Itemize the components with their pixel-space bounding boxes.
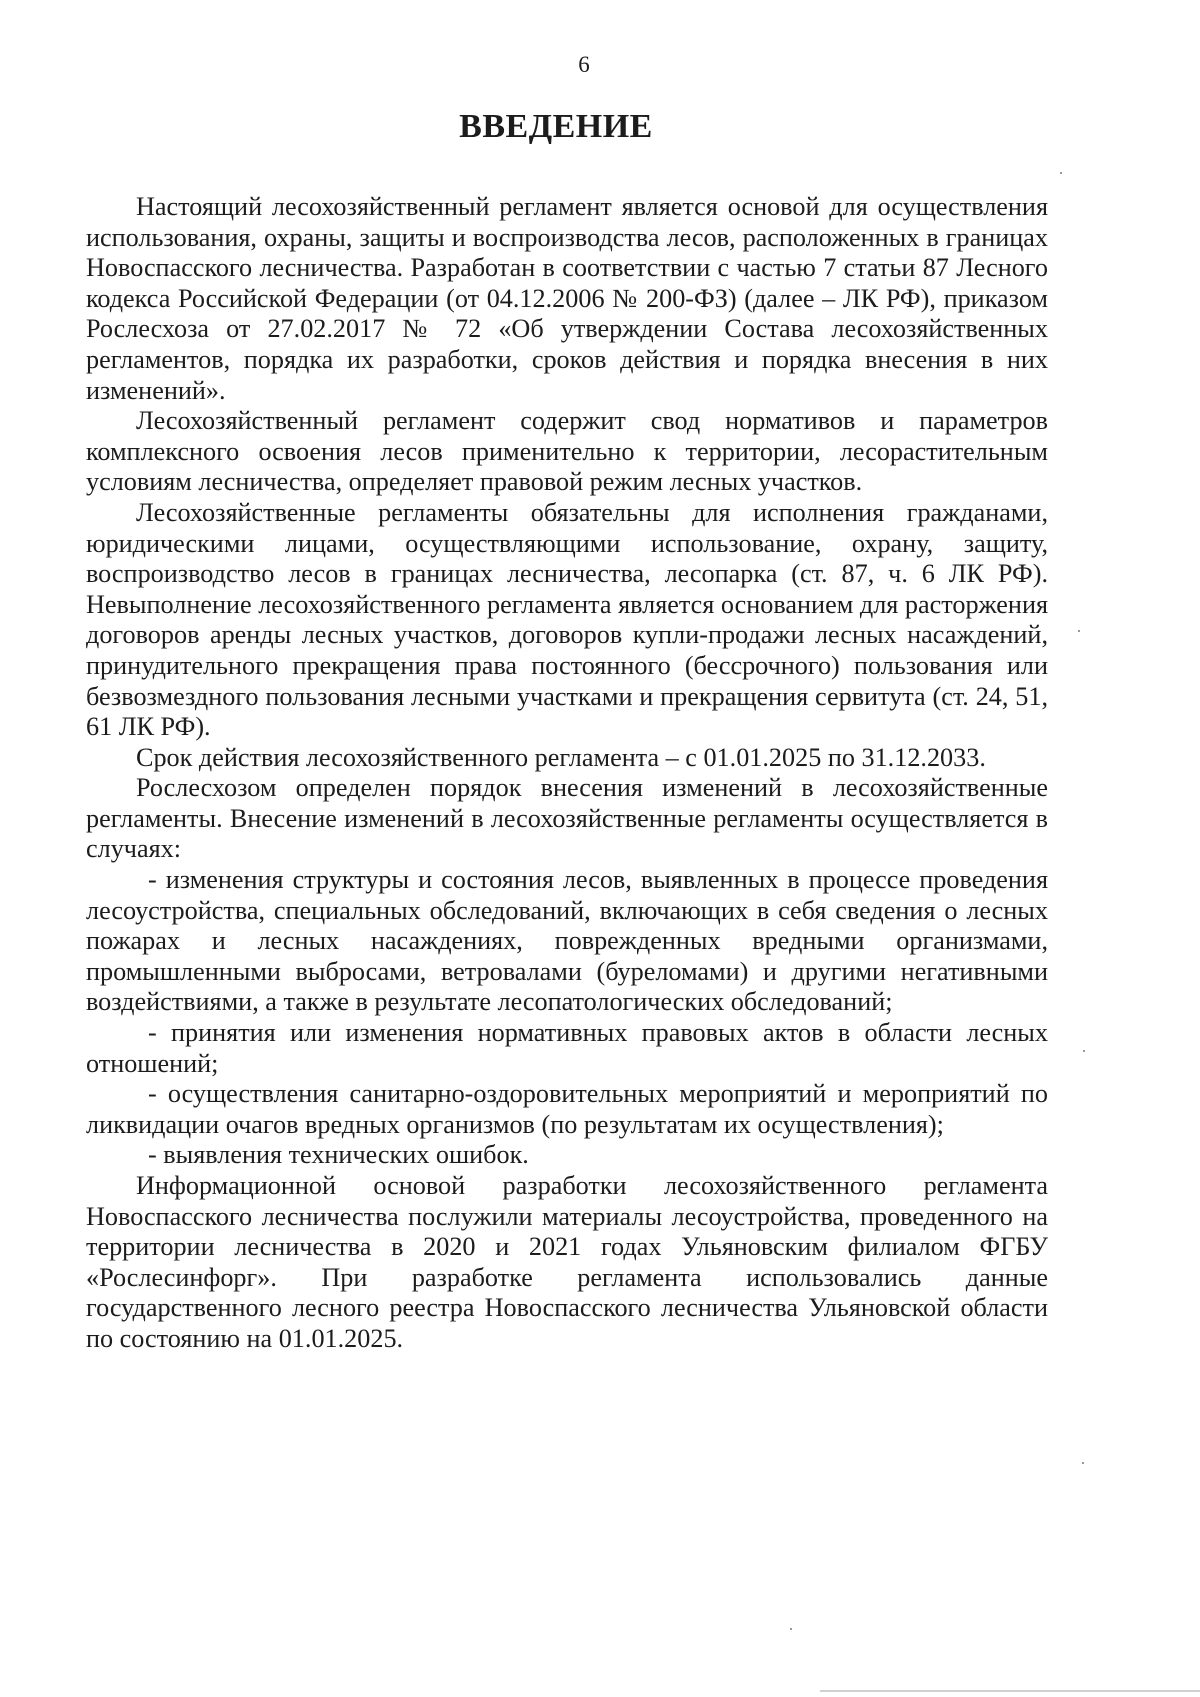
paragraph-obligations: Лесохозяйственные регламенты обязательны для исполнения гражданами, юридическими лицами, осуществляющими использование, охрану, защиту, воспроизводство лесов в границах лесничества, лесопарка (ст. 87, ч. 6 ЛК РФ). Невыполнение лесохозяйственного регламента является основанием для расторжения договоров аренды лесных участков, договоров купли-продажи лесных насаждений, принудительного прекращения права постоянного (бессрочного) пользования или безвозмездного пользования лесными участками и прекращения сервитута (ст. 24, 51, 61 ЛК РФ). xyxy=(86,497,1048,742)
list-item-legal-acts: - принятия или изменения нормативных правовых актов в области лесных отношений; xyxy=(86,1018,1048,1078)
section-heading: ВВЕДЕНИЕ xyxy=(459,108,653,145)
list-item-sanitary-measures: - осуществления санитарно-оздоровительных мероприятий и мероприятий по ликвидации очагов вредных организмов (по результатам их осуществления); xyxy=(86,1079,1048,1139)
scan-speck xyxy=(790,1628,792,1630)
page-number: 6 xyxy=(578,52,590,77)
paragraph-information-basis: Информационной основой разработки лесохозяйственного регламента Новоспасского лесничества послужили материалы лесоустройства, проведенного на территории лесничества в 2020 и 2021 годах Ульяновским филиалом ФГБУ «Рослесинфорг». При разработке регламента использовались данные государственного лесного реестра Новоспасского лесничества Ульяновской области по состоянию на 01.01.2025. xyxy=(86,1171,1048,1353)
amendment-cases-list xyxy=(86,865,1048,1171)
paragraph-amendment-procedure: Рослесхозом определен порядок внесения изменений в лесохозяйственные регламенты. Внесение изменений в лесохозяйственные регламенты осуществляется в случаях: xyxy=(86,773,1048,864)
document-body xyxy=(86,192,1048,1355)
scan-speck xyxy=(1060,172,1062,174)
scan-speck xyxy=(1082,1462,1084,1464)
list-item-forest-changes: - изменения структуры и состояния лесов, выявленных в процессе проведения лесоустройства, специальных обследований, включающих в себя сведения о лесных пожарах и лесных насаждениях, поврежденных вредными организмами, промышленными выбросами, ветровалами (буреломами) и другими негативными воздействиями, а также в результате лесопатологических обследований; xyxy=(86,865,1048,1017)
scan-speck xyxy=(1078,630,1080,632)
paragraph-intro: Настоящий лесохозяйственный регламент является основой для осуществления использования, охраны, защиты и воспроизводства лесов, расположенных в границах Новоспасского лесничества. Разработан в соответствии с частью 7 статьи 87 Лесного кодекса Российской Федерации (от 04.12.2006 № 200-ФЗ) (далее – ЛК РФ), приказом Рослесхоза от 27.02.2017 № 72 «Об утверждении Состава лесохозяйственных регламентов, порядка их разработки, сроков действия и порядка внесения в них изменений». xyxy=(86,192,1048,405)
list-item-technical-errors: - выявления технических ошибок. xyxy=(148,1140,529,1170)
paragraph-validity-period: Срок действия лесохозяйственного регламента – с 01.01.2025 по 31.12.2033. xyxy=(136,742,986,772)
scan-speck xyxy=(1083,1050,1085,1052)
scan-edge-line xyxy=(820,1690,1200,1692)
paragraph-regulation-content: Лесохозяйственный регламент содержит свод нормативов и параметров комплексного освоения лесов применительно к территории, лесорастительным условиям лесничества, определяет правовой режим лесных участков. xyxy=(86,406,1048,497)
